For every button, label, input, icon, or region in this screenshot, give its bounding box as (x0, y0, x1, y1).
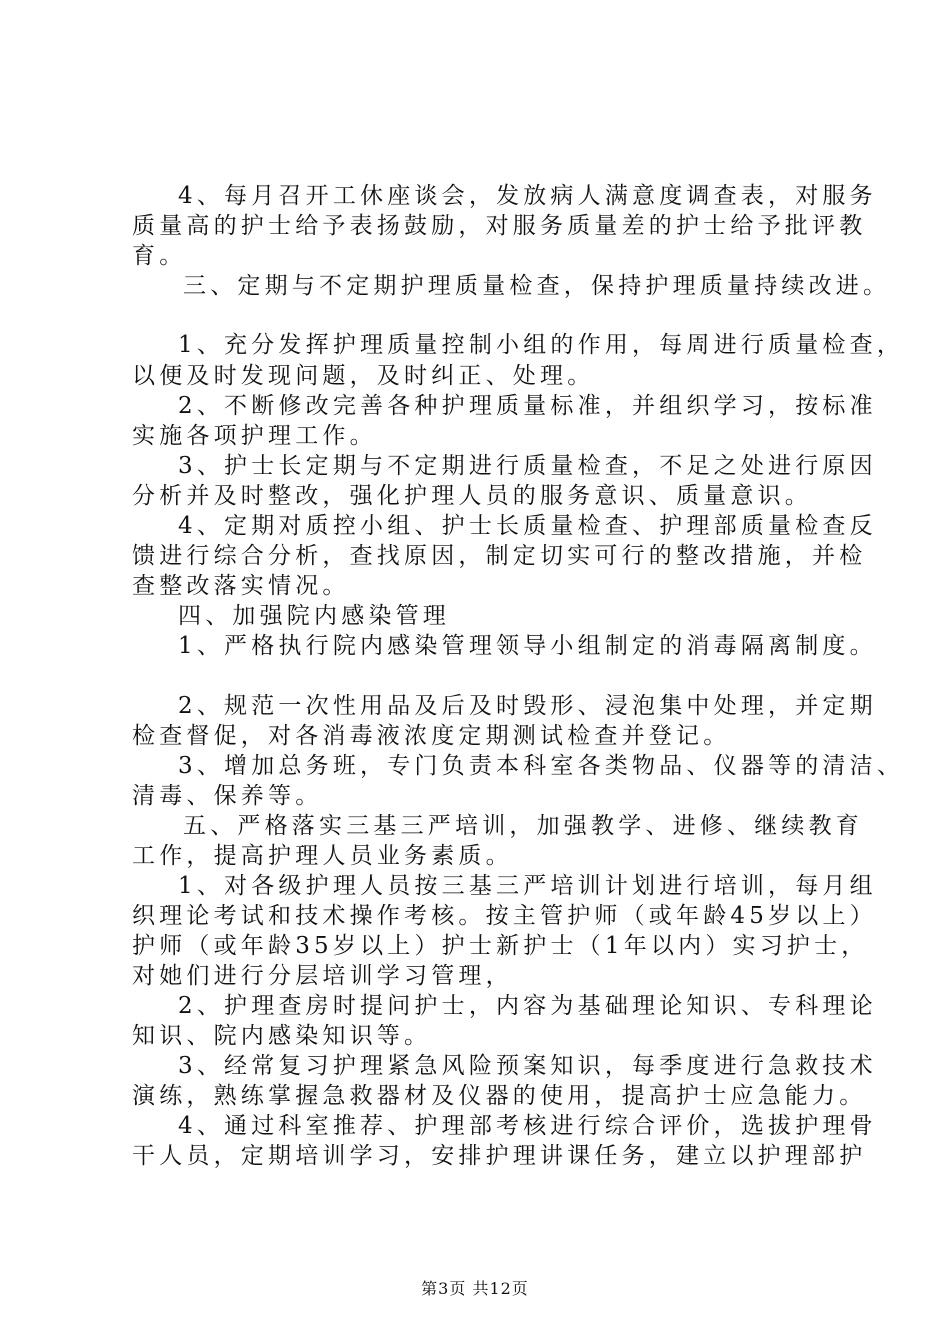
text-line: 演练，熟练掌握急救器材及仪器的使用，提高护士应急能力。 (132, 1083, 867, 1109)
text-line: 检查督促，对各消毒液浓度定期测试检查并登记。 (132, 723, 731, 749)
text-line: 4、每月召开工休座谈会，发放病人满意度调查表，对服务 (178, 183, 877, 209)
text-line: 查整改落实情况。 (132, 573, 350, 599)
section-heading: 三、定期与不定期护理质量检查，保持护理质量持续改进。 (183, 273, 891, 299)
text-line: 2、护理查房时提问护士，内容为基础理论知识、专科理论 (178, 993, 877, 1019)
text-line: 3、护士长定期与不定期进行质量检查，不足之处进行原因 (178, 453, 877, 479)
text-line: 1、严格执行院内感染管理领导小组制定的消毒隔离制度。 (178, 633, 877, 659)
text-line: 4、定期对质控小组、护士长质量检查、护理部质量检查反 (178, 513, 877, 539)
text-line: 工作，提高护理人员业务素质。 (132, 843, 513, 869)
text-line: 2、规范一次性用品及后及时毁形、浸泡集中处理，并定期 (178, 693, 877, 719)
text-line: 1、充分发挥护理质量控制小组的作用，每周进行质量检查， (178, 332, 905, 358)
page-number-footer: 第3页 共12页 (421, 1279, 529, 1298)
text-line: 护师（或年龄35岁以上）护士新护士（1年以内）实习护士， (132, 933, 869, 959)
text-line: 2、不断修改完善各种护理质量标准，并组织学习，按标准 (178, 393, 877, 419)
text-line: 织理论考试和技术操作考核。按主管护师（或年龄45岁以上） (132, 903, 877, 929)
section-heading: 五、严格落实三基三严培训，加强教学、进修、继续教育 (183, 813, 863, 839)
text-line: 育。 (132, 243, 187, 269)
text-line: 3、增加总务班，专门负责本科室各类物品、仪器等的清洁、 (178, 753, 905, 779)
text-line: 质量高的护士给予表扬鼓励，对服务质量差的护士给予批评教 (132, 213, 867, 239)
text-line: 对她们进行分层培训学习管理， (132, 963, 513, 989)
text-line: 分析并及时整改，强化护理人员的服务意识、质量意识。 (132, 483, 812, 509)
text-line: 4、通过科室推荐、护理部考核进行综合评价，选拔护理骨 (178, 1113, 877, 1139)
text-line: 实施各项护理工作。 (132, 423, 377, 449)
text-line: 以便及时发现问题，及时纠正、处理。 (132, 363, 595, 389)
text-line: 干人员，定期培训学习，安排护理讲课任务，建立以护理部护 (132, 1143, 867, 1169)
text-line: 清毒、保养等。 (132, 783, 323, 809)
text-line: 馈进行综合分析，查找原因，制定切实可行的整改措施，并检 (132, 543, 867, 569)
text-line: 3、经常复习护理紧急风险预案知识，每季度进行急救技术 (178, 1053, 877, 1079)
section-heading: 四、加强院内感染管理 (178, 603, 450, 629)
text-line: 1、对各级护理人员按三基三严培训计划进行培训，每月组 (178, 873, 877, 899)
text-line: 知识、院内感染知识等。 (132, 1023, 432, 1049)
